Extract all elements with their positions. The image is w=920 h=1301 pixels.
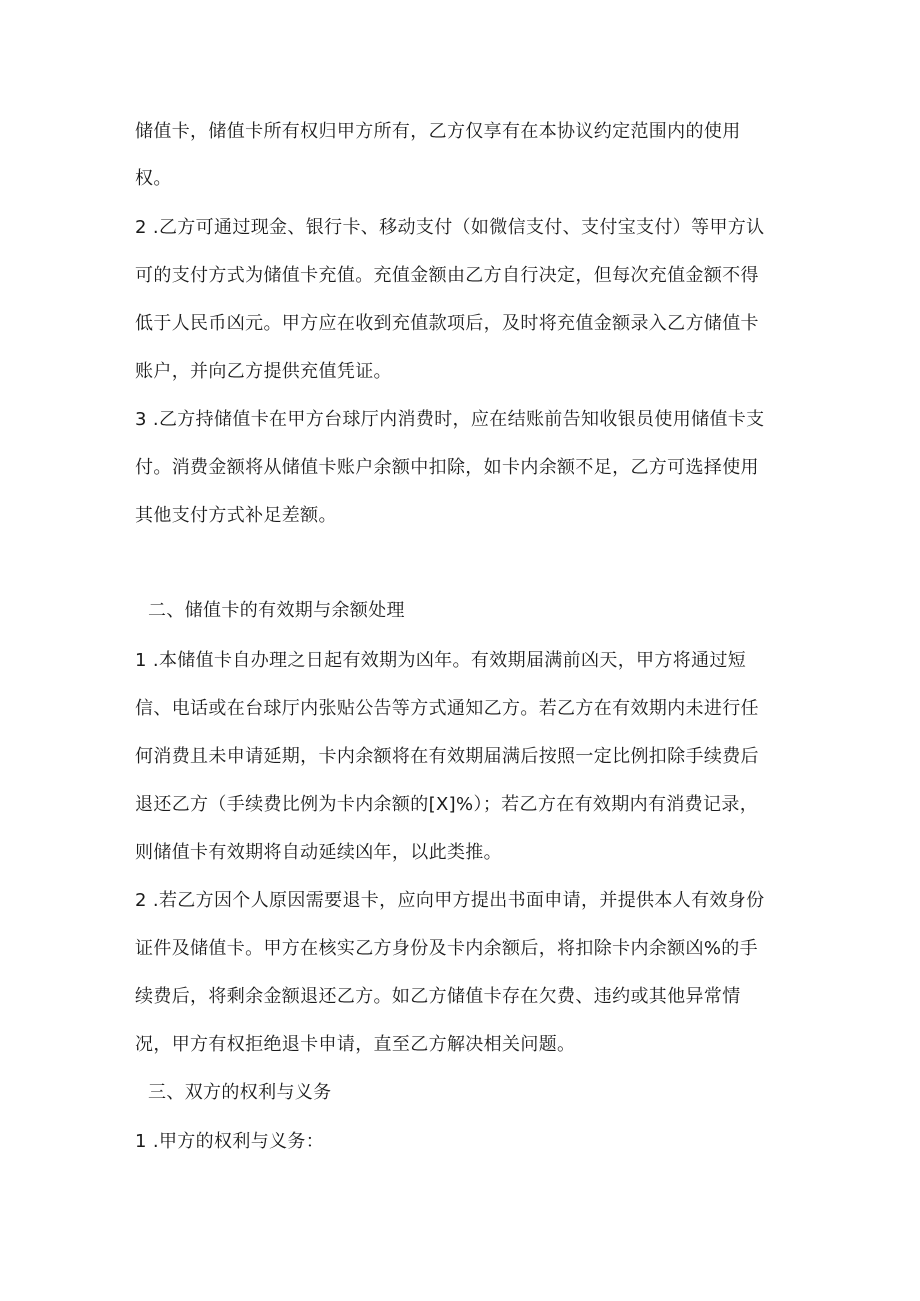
text-line: 何消费且未申请延期，卡内余额将在有效期届满后按照一定比例扣除手续费后 <box>135 746 759 767</box>
text-line: 退还乙方（手续费比例为卡内余额的[X]%）；若乙方在有效期内有消费记录， <box>135 794 759 815</box>
text-line: 2 .若乙方因个人原因需要退卡，应向甲方提出书面申请，并提供本人有效身份 <box>135 890 765 911</box>
text-line: 可的支付方式为储值卡充值。充值金额由乙方自行决定，但每次充值金额不得 <box>135 265 759 286</box>
text-line: 1 .本储值卡自办理之日起有效期为凶年。有效期届满前凶天，甲方将通过短 <box>135 650 747 671</box>
text-line: 则储值卡有效期将自动延续凶年，以此类推。 <box>135 842 502 863</box>
text-line: 账户，并向乙方提供充值凭证。 <box>135 361 392 382</box>
text-line: 1 .甲方的权利与义务： <box>135 1131 325 1152</box>
text-line: 信、电话或在台球厅内张贴公告等方式通知乙方。若乙方在有效期内未进行任 <box>135 698 759 719</box>
text-line: 续费后，将剩余金额退还乙方。如乙方储值卡存在欠费、违约或其他异常情 <box>135 986 741 1007</box>
text-line: 证件及储值卡。甲方在核实乙方身份及卡内余额后，将扣除卡内余额凶%的手 <box>135 938 758 959</box>
text-line: 权。 <box>135 168 172 189</box>
text-line: 其他支付方式补足差额。 <box>135 505 337 526</box>
section-heading: 二、储值卡的有效期与余额处理 <box>148 600 405 621</box>
text-line: 低于人民币凶元。甲方应在收到充值款项后，及时将充值金额录入乙方储值卡 <box>135 313 759 334</box>
text-line: 3 .乙方持储值卡在甲方台球厅内消费时，应在结账前告知收银员使用储值卡支 <box>135 409 765 430</box>
text-line: 付。消费金额将从储值卡账户余额中扣除，如卡内余额不足，乙方可选择使用 <box>135 457 759 478</box>
text-line: 储值卡，储值卡所有权归甲方所有，乙方仅享有在本协议约定范围内的使用 <box>135 121 741 142</box>
text-line: 2 .乙方可通过现金、银行卡、移动支付（如微信支付、支付宝支付）等甲方认 <box>135 217 765 238</box>
section-heading: 三、双方的权利与义务 <box>148 1082 332 1103</box>
text-line: 况，甲方有权拒绝退卡申请，直至乙方解决相关问题。 <box>135 1034 576 1055</box>
